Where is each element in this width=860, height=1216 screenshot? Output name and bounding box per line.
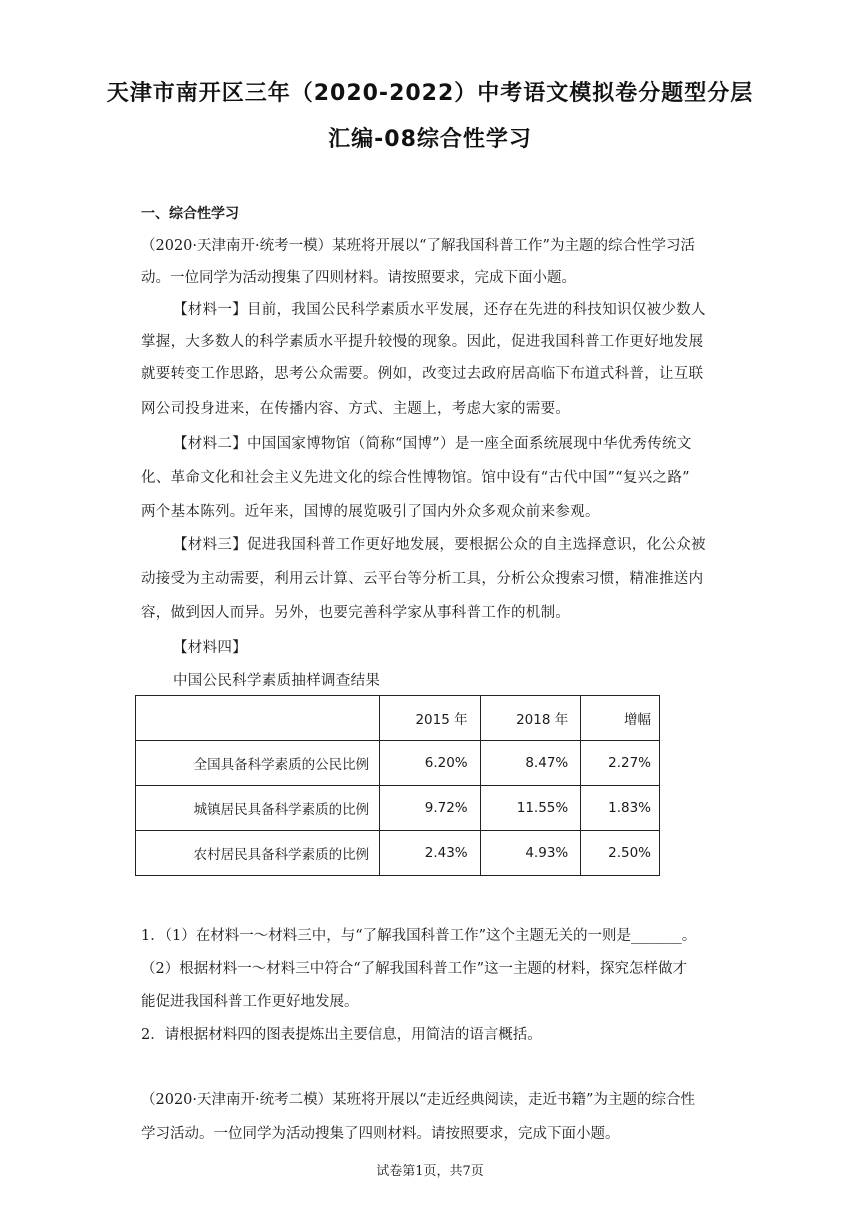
material-2-line: 【材料二】中国国家博物馆（简称“国博”）是一座全面系统展现中华优秀传统文 (173, 436, 692, 452)
intro-line: 动。一位同学为活动搜集了四则材料。请按照要求，完成下面小题。 (141, 270, 576, 286)
table-cell: 8.47% (480, 741, 581, 786)
document-title-line-1: 天津市南开区三年（2020-2022）中考语文模拟卷分题型分层 (106, 81, 754, 106)
table-caption: 中国公民科学素质抽样调查结果 (173, 673, 381, 689)
material-2-line: 化、革命文化和社会主义先进文化的综合性博物馆。馆中设有“古代中国”“复兴之路” (141, 470, 690, 486)
table-cell: 全国具备科学素质的公民比例 (136, 741, 380, 786)
section-2-intro-line: （2020·天津南开·统考二模）某班将开展以“走近经典阅读，走近书籍”为主题的综合性 (141, 1092, 695, 1108)
section-2-intro-line: 学习活动。一位同学为活动搜集了四则材料。请按照要求，完成下面小题。 (141, 1126, 620, 1142)
survey-table (135, 695, 660, 876)
table-row (136, 741, 660, 786)
material-3-line: 【材料三】促进我国科普工作更好地发展，要根据公众的自主选择意识，化公众被 (173, 537, 706, 553)
table-header-cell: 2018 年 (480, 696, 581, 741)
table-cell: 1.83% (581, 786, 660, 831)
table-header-cell: 2015 年 (380, 696, 481, 741)
table-cell: 11.55% (480, 786, 581, 831)
section-heading: 一、综合性学习 (141, 206, 239, 222)
table-cell: 4.93% (480, 831, 581, 876)
question-1-part-2-cont: 能促进我国科普工作更好地发展。 (141, 994, 359, 1010)
table-cell: 城镇居民具备科学素质的比例 (136, 786, 380, 831)
table-header-row (136, 696, 660, 741)
question-2: 2．请根据材料四的图表提炼出主要信息，用简洁的语言概括。 (141, 1027, 542, 1043)
table-row (136, 786, 660, 831)
table-cell: 9.72% (380, 786, 481, 831)
question-1-part-1: 1．（1）在材料一～材料三中，与“了解我国科普工作”这个主题无关的一则是_______。 (141, 928, 697, 944)
material-4-label: 【材料四】 (173, 640, 247, 656)
table-cell: 农村居民具备科学素质的比例 (136, 831, 380, 876)
material-3-line: 容，做到因人而异。另外，也要完善科学家从事科普工作的机制。 (141, 605, 571, 621)
material-3-line: 动接受为主动需要，利用云计算、云平台等分析工具，分析公众搜索习惯，精准推送内 (141, 571, 704, 587)
table-cell: 6.20% (380, 741, 481, 786)
material-1-line: 【材料一】目前，我国公民科学素质水平发展，还存在先进的科技知识仅被少数人 (173, 302, 706, 318)
table-header-cell: 增幅 (581, 696, 660, 741)
material-2-line: 两个基本陈列。近年来，国博的展览吸引了国内外众多观众前来参观。 (141, 504, 600, 520)
table-row (136, 831, 660, 876)
document-title-line-2: 汇编-08综合性学习 (328, 127, 532, 152)
table-cell: 2.43% (380, 831, 481, 876)
question-1-part-2: （2）根据材料一～材料三中符合“了解我国科普工作”这一主题的材料，探究怎样做才 (141, 961, 688, 977)
table-cell: 2.27% (581, 741, 660, 786)
material-1-line: 网公司投身进来，在传播内容、方式、主题上，考虑大家的需要。 (141, 401, 571, 417)
page-footer: 试卷第1页，共7页 (376, 1164, 484, 1179)
material-1-line: 掌握，大多数人的科学素质水平提升较慢的现象。因此，促进我国科普工作更好地发展 (141, 334, 704, 350)
table-header-cell (136, 696, 380, 741)
intro-line: （2020·天津南开·统考一模）某班将开展以“了解我国科普工作”为主题的综合性学习活 (141, 238, 695, 254)
material-1-line: 就要转变工作思路，思考公众需要。例如，改变过去政府居高临下布道式科普，让互联 (141, 366, 704, 382)
table-cell: 2.50% (581, 831, 660, 876)
